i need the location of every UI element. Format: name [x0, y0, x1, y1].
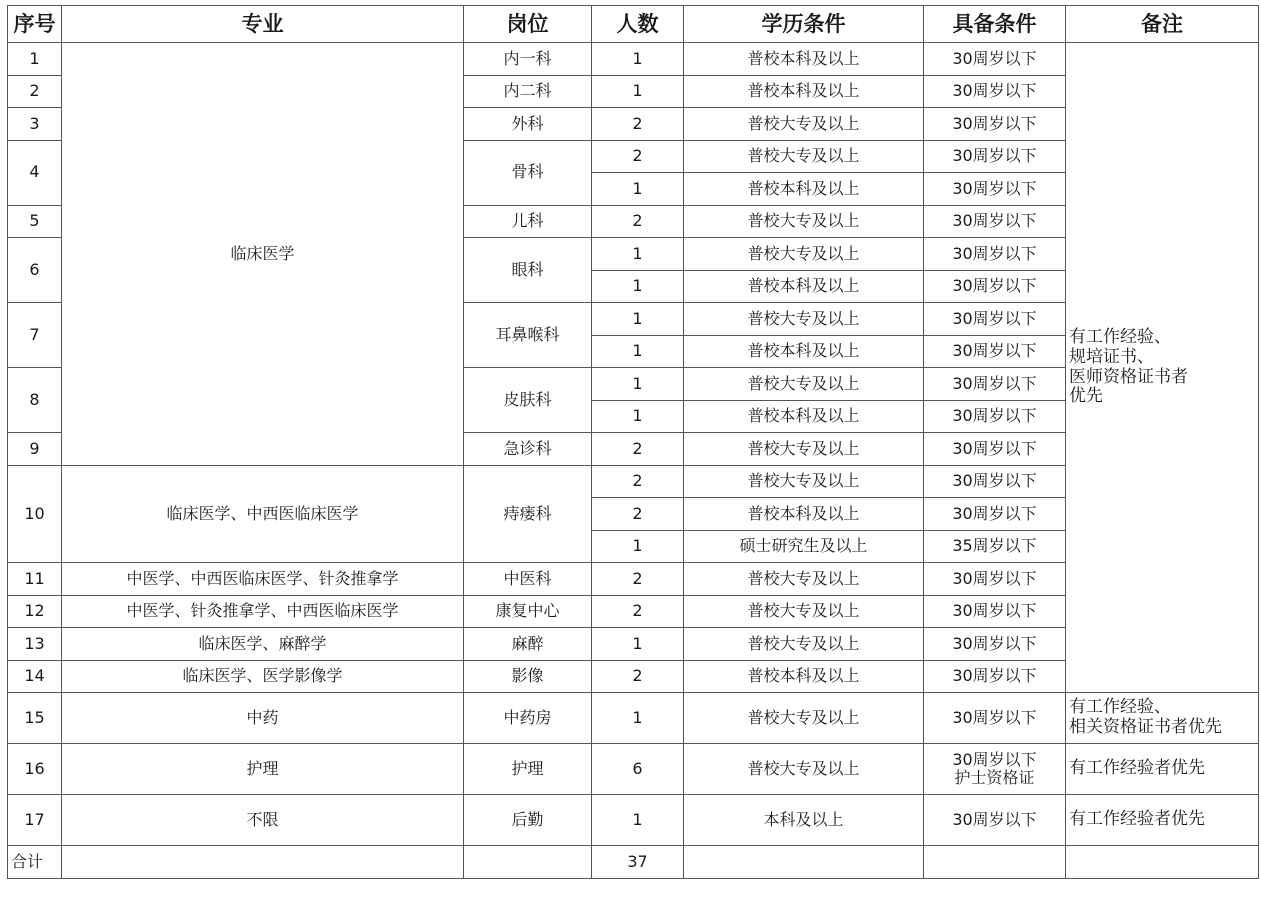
cell-post: 中药房: [464, 693, 592, 744]
cell-requirement: 30周岁以下: [924, 795, 1066, 846]
cell-count: 2: [592, 140, 684, 173]
cell-empty: [684, 846, 924, 879]
requirement-line: 30周岁以下: [952, 749, 1037, 769]
cell-no: 16: [8, 744, 62, 795]
cell-requirement: 30周岁以下: [924, 270, 1066, 303]
cell-requirement: 30周岁以下: [924, 660, 1066, 693]
cell-no: 8: [8, 368, 62, 433]
cell-requirement: 30周岁以下: [924, 108, 1066, 141]
cell-count: 1: [592, 270, 684, 303]
cell-education: 普校大专及以上: [684, 693, 924, 744]
cell-education: 普校本科及以上: [684, 660, 924, 693]
cell-major: 不限: [62, 795, 464, 846]
cell-no: 4: [8, 140, 62, 205]
cell-requirement: 30周岁以下: [924, 433, 1066, 466]
cell-requirement: 30周岁以下: [924, 75, 1066, 108]
cell-post: 中医科: [464, 563, 592, 596]
cell-requirement: 30周岁以下: [924, 140, 1066, 173]
cell-education: 普校大专及以上: [684, 433, 924, 466]
header-no: 序号: [8, 6, 62, 43]
cell-post: 外科: [464, 108, 592, 141]
cell-no: 15: [8, 693, 62, 744]
cell-no: 1: [8, 43, 62, 76]
cell-major: 中药: [62, 693, 464, 744]
cell-no: 10: [8, 465, 62, 563]
cell-education: 普校本科及以上: [684, 498, 924, 531]
cell-education: 普校大专及以上: [684, 628, 924, 661]
cell-requirement: [924, 744, 1066, 795]
remark-line: 有工作经验、: [1069, 327, 1171, 348]
cell-count: 1: [592, 335, 684, 368]
cell-remark: 有工作经验者优先: [1066, 744, 1259, 795]
cell-no: 3: [8, 108, 62, 141]
cell-count: 1: [592, 530, 684, 563]
cell-count: 2: [592, 205, 684, 238]
cell-no: 17: [8, 795, 62, 846]
cell-education: 普校本科及以上: [684, 270, 924, 303]
total-row: [8, 846, 1259, 879]
cell-count: 1: [592, 303, 684, 336]
cell-education: 普校大专及以上: [684, 563, 924, 596]
table-row: [8, 795, 1259, 846]
cell-empty: [62, 846, 464, 879]
cell-education: 普校本科及以上: [684, 75, 924, 108]
cell-requirement: 30周岁以下: [924, 563, 1066, 596]
cell-no: 6: [8, 238, 62, 303]
cell-major: 护理: [62, 744, 464, 795]
cell-requirement: 30周岁以下: [924, 595, 1066, 628]
cell-count: 1: [592, 173, 684, 206]
cell-education: 普校本科及以上: [684, 335, 924, 368]
cell-post: 内一科: [464, 43, 592, 76]
cell-count: 1: [592, 795, 684, 846]
header-remark: 备注: [1066, 6, 1259, 43]
remark-line: 医师资格证书者: [1069, 366, 1188, 387]
cell-education: 普校本科及以上: [684, 400, 924, 433]
cell-no: 13: [8, 628, 62, 661]
cell-count: 2: [592, 108, 684, 141]
cell-count: 2: [592, 595, 684, 628]
cell-major: 中医学、针灸推拿学、中西医临床医学: [62, 595, 464, 628]
cell-education: 普校大专及以上: [684, 368, 924, 401]
cell-requirement: 30周岁以下: [924, 693, 1066, 744]
cell-requirement: 30周岁以下: [924, 173, 1066, 206]
cell-count: 1: [592, 238, 684, 271]
cell-requirement: 30周岁以下: [924, 498, 1066, 531]
cell-education: 普校大专及以上: [684, 238, 924, 271]
cell-education: 普校大专及以上: [684, 744, 924, 795]
cell-remark: [1066, 693, 1259, 744]
cell-major: 临床医学、医学影像学: [62, 660, 464, 693]
cell-education: 普校大专及以上: [684, 465, 924, 498]
cell-count: 1: [592, 400, 684, 433]
cell-requirement: 35周岁以下: [924, 530, 1066, 563]
header-major: 专业: [62, 6, 464, 43]
cell-requirement: 30周岁以下: [924, 465, 1066, 498]
table-row: [8, 744, 1259, 795]
cell-remark: [1066, 43, 1259, 693]
cell-count: 1: [592, 368, 684, 401]
cell-count: 1: [592, 693, 684, 744]
cell-education: 硕士研究生及以上: [684, 530, 924, 563]
cell-post: 影像: [464, 660, 592, 693]
recruitment-table: [7, 5, 1259, 879]
cell-count: 2: [592, 433, 684, 466]
cell-education: 普校本科及以上: [684, 43, 924, 76]
remark-line: 优先: [1069, 386, 1103, 407]
header-row: [8, 6, 1259, 43]
cell-post: 内二科: [464, 75, 592, 108]
cell-count: 1: [592, 43, 684, 76]
cell-major: 中医学、中西医临床医学、针灸推拿学: [62, 563, 464, 596]
remark-line: 规培证书、: [1069, 346, 1154, 367]
cell-major: 临床医学: [62, 43, 464, 466]
cell-no: 2: [8, 75, 62, 108]
cell-education: 普校大专及以上: [684, 595, 924, 628]
cell-no: 7: [8, 303, 62, 368]
header-requirement: 具备条件: [924, 6, 1066, 43]
cell-education: 普校大专及以上: [684, 140, 924, 173]
cell-empty: [464, 846, 592, 879]
cell-requirement: 30周岁以下: [924, 43, 1066, 76]
cell-requirement: 30周岁以下: [924, 368, 1066, 401]
header-post: 岗位: [464, 6, 592, 43]
cell-major: 临床医学、麻醉学: [62, 628, 464, 661]
cell-post: 痔瘘科: [464, 465, 592, 563]
total-label: 合计: [8, 846, 62, 879]
cell-education: 普校大专及以上: [684, 205, 924, 238]
cell-post: 耳鼻喉科: [464, 303, 592, 368]
header-education: 学历条件: [684, 6, 924, 43]
cell-empty: [924, 846, 1066, 879]
cell-no: 5: [8, 205, 62, 238]
cell-requirement: 30周岁以下: [924, 400, 1066, 433]
cell-requirement: 30周岁以下: [924, 238, 1066, 271]
cell-requirement: 30周岁以下: [924, 628, 1066, 661]
cell-count: 6: [592, 744, 684, 795]
cell-post: 护理: [464, 744, 592, 795]
cell-education: 普校本科及以上: [684, 173, 924, 206]
requirement-line: 护士资格证: [954, 768, 1035, 787]
cell-education: 本科及以上: [684, 795, 924, 846]
cell-no: 14: [8, 660, 62, 693]
cell-no: 12: [8, 595, 62, 628]
remark-line: 有工作经验、: [1069, 697, 1171, 718]
cell-requirement: 30周岁以下: [924, 205, 1066, 238]
table-row: [8, 43, 1259, 76]
cell-count: 2: [592, 465, 684, 498]
cell-no: 11: [8, 563, 62, 596]
cell-remark: 有工作经验者优先: [1066, 795, 1259, 846]
cell-major: 临床医学、中西医临床医学: [62, 465, 464, 563]
cell-education: 普校大专及以上: [684, 108, 924, 141]
header-count: 人数: [592, 6, 684, 43]
cell-post: 康复中心: [464, 595, 592, 628]
cell-post: 皮肤科: [464, 368, 592, 433]
cell-count: 2: [592, 660, 684, 693]
cell-post: 急诊科: [464, 433, 592, 466]
table-row: [8, 693, 1259, 744]
cell-education: 普校大专及以上: [684, 303, 924, 336]
cell-post: 眼科: [464, 238, 592, 303]
cell-requirement: 30周岁以下: [924, 303, 1066, 336]
cell-count: 2: [592, 563, 684, 596]
total-count: 37: [592, 846, 684, 879]
cell-count: 1: [592, 628, 684, 661]
cell-count: 1: [592, 75, 684, 108]
cell-no: 9: [8, 433, 62, 466]
cell-post: 后勤: [464, 795, 592, 846]
cell-requirement: 30周岁以下: [924, 335, 1066, 368]
cell-post: 儿科: [464, 205, 592, 238]
cell-post: 骨科: [464, 140, 592, 205]
cell-empty: [1066, 846, 1259, 879]
cell-post: 麻醉: [464, 628, 592, 661]
cell-count: 2: [592, 498, 684, 531]
remark-line: 相关资格证书者优先: [1069, 717, 1222, 737]
